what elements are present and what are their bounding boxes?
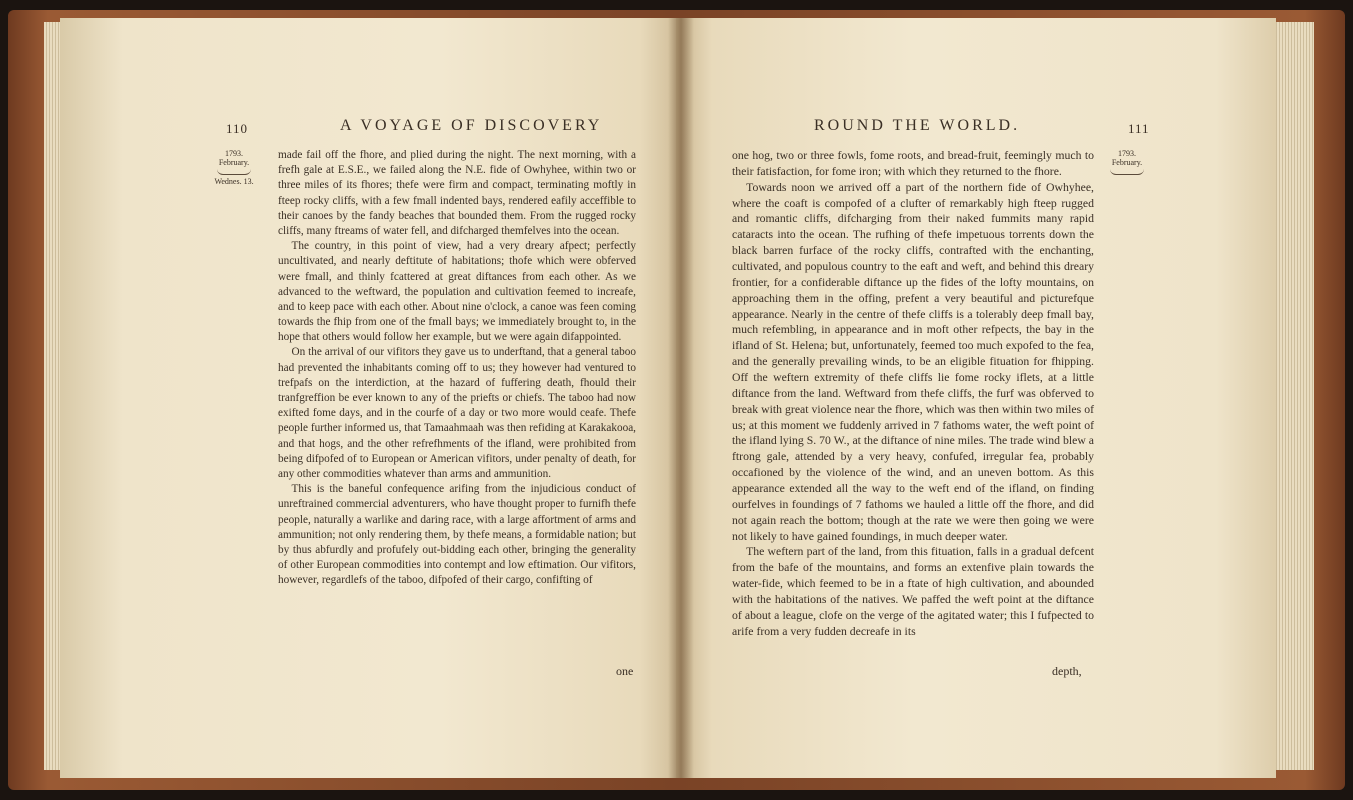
right-catchword: depth, [1052,664,1082,678]
right-page-body [732,148,1094,640]
left-catchword: one [616,664,634,678]
left-paragraph-2: The country, in this point of view, had a very dreary afpect; perfectly uncultivated, and nearly deftitute of habitations; thofe which were obferved were fmall, and thinly fcattered at great diftances from each other. As we advanced to the weftward, the population and cultivation feemed to increafe, and to keep pace with each other. About nine o'clock, a canoe was feen coming towards the fhip from one of the fmall bays; we immediately brought to, in the hope that others would follow her example, but we were again difappointed. [278,240,636,344]
right-margin-year: 1793. [1118,149,1136,158]
right-page-number: 111 [1128,121,1150,136]
left-margin-brace [217,168,251,175]
right-paragraph-3: The weftern part of the land, from this fituation, falls in a gradual defcent from the bafe of the mountains, and forms an extenfive plain towards the water-fide, which feemed to be in a ftate of high cultivation, and abounded with the habitations of the natives. We paffed the weft point at the diftance of about a league, clofe on the verge of the agitated water; this I fufpected to arife from a very fudden decreafe in its [732,545,1094,638]
right-paragraph-1: one hog, two or three fowls, fome roots, and bread-fruit, feemingly much to their fatisfaction, for fome iron; with which they returned to the fhore. [732,149,1094,178]
right-running-head: ROUND THE WORLD. [814,117,1021,134]
right-page [676,18,1276,778]
left-page-number: 110 [226,121,249,136]
right-paragraph-2: Towards noon we arrived off a part of the northern fide of Owhyhee, where the coaft is compofed of a clufter of remarkably high fteep rugged and romantic cliffs, difcharging from their naked fummits many rapid cataracts into the ocean. The rufhing of thefe impetuous torrents down the black barren furface of the rocky cliffs, contrafted with the enchanting, cultivated, and populous country to the eaft and weft, and behind this dreary frontier, for a confiderable diftance up the fides of the lofty mountains, on approaching them in the offing, prefent a very beautiful and picturefque appearance. Nearly in the centre of thefe cliffs is a tolerably deep fmall bay, much refembling, in appearance and in moft other refpects, the bay in the ifland of St. Helena; but, unfortunately, feemed too much expofed to the fea, and the generally prevailing winds, to be an eligible fituation for fhipping. Off the weftern extremity of thefe cliffs lie fome rocky iflets, at a little diftance from the land. Weftward from thefe cliffs, the furf was obferved to break with great violence near the fhore, which was then within two miles of us; at this moment we fuddenly arrived in 7 fathoms water, the weft point of the ifland lying S. 70 W., at the diftance of nine miles. The trade wind blew a ftrong gale, attended by a very heavy, confufed, irregular fea, probably occafioned by the violence of the wind, and an uneven bottom. As this appearance extended all the way to the weft end of the ifland, on finding ourfelves in foundings of 7 fathoms we hauled a little off the fhore, and did not again reach the bottom; though at the rate we were then going we were not likely to have gained foundings, in much deeper water. [732,180,1094,543]
left-paragraph-1: made fail off the fhore, and plied during the night. The next morning, with a frefh gale at E.S.E., we failed along the N.E. fide of Owhyhee, within two or three miles of its fhores; thefe were firm and compact, terminating moftly in fteep rocky cliffs, with a few fmall indented bays, rendered eafily acceffible to their canoes by the fandy beaches that bounded them. From the rugged rocky cliffs, many ftreams of water fell, and difcharged themfelves into the ocean. [278,149,636,237]
right-margin-note [1101,149,1153,177]
left-paragraph-4: This is the baneful confequence arifing from the injudicious conduct of unreftrained commercial adventurers, who have thought proper to furnifh thefe people, naturally a warlike and daring race, with a large affortment of arms and ammunition; not only rendering them, by thefe means, a formidable nation; but by thus abfurdly and profufely out-bidding each other, bringing the generality of other European commodities into contempt and low eftimation. Our vifitors, however, regardlefs of the taboo, difpofed of their cargo, confifting of [278,483,636,587]
left-margin-month: February. [218,158,250,167]
right-margin-brace [1110,168,1144,175]
book-gutter [668,18,694,778]
left-margin-day: Wednes. 13. [214,177,254,186]
left-page [60,18,690,778]
left-margin-year: 1793. [225,149,243,158]
left-margin-note [206,149,262,186]
left-paragraph-3: On the arrival of our vifitors they gave us to underftand, that a general taboo had prevented the inhabitants coming off to us; they however had ventured to trefpafs on the interdiction, at the hazard of fuffering death, fhould their tranfgreffion be ever known to any of the priefts or chiefs. The taboo had now exifted fome days, and in the courfe of a day or two more would ceafe. Thefe people further informed us, that Tamaahmaah was then refiding at Karakakooa, and that hogs, and the other refrefhments of the ifland, were prohibited from being difpofed of to European or American vifitors, under penalty of death, for any other commodities whatever than arms and ammunition. [278,346,636,480]
left-running-head: A VOYAGE OF DISCOVERY [340,117,603,134]
right-margin-month: February. [1111,158,1143,167]
left-page-body [278,148,636,588]
